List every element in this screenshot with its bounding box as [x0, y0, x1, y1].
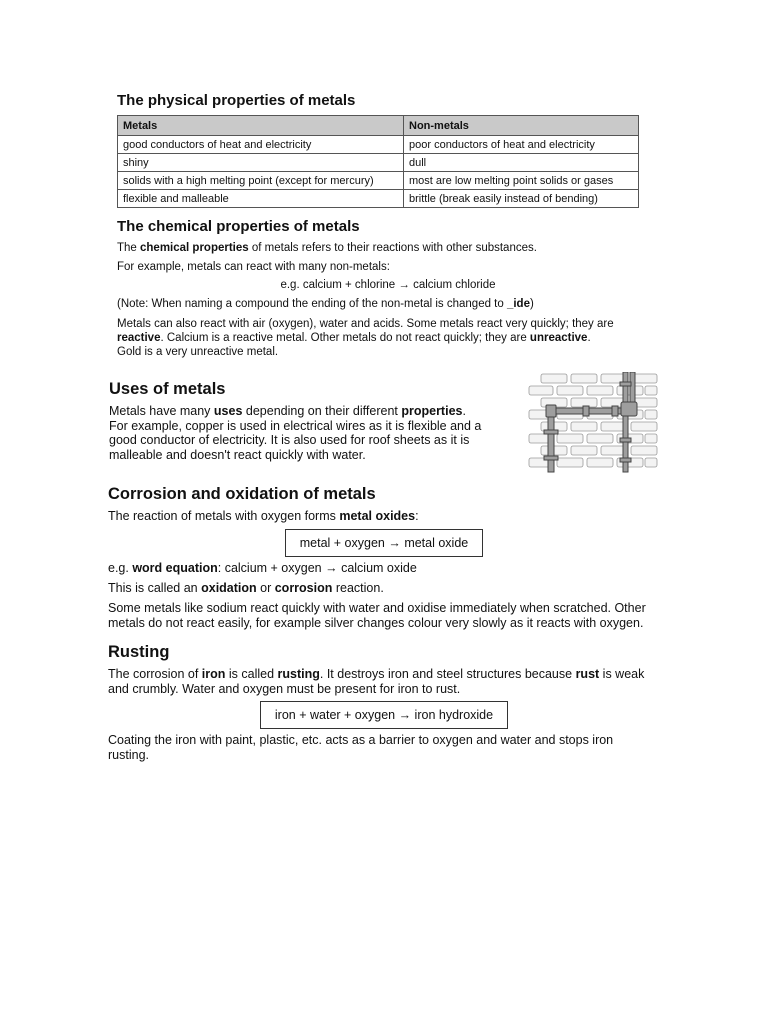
bold-term: properties: [401, 404, 463, 418]
text: or: [256, 581, 275, 595]
text: reaction.: [332, 581, 384, 595]
bold-term: chemical properties: [140, 242, 249, 254]
table-row: [118, 190, 639, 208]
text-line: For example, copper is used in electrical wires as it is flexible and a: [109, 418, 482, 433]
table-row: [118, 154, 639, 172]
chemical-note: [117, 297, 534, 311]
table-header-row: [118, 116, 639, 136]
text: The corrosion of: [108, 667, 202, 681]
physical-heading: The physical properties of metals: [117, 92, 356, 109]
text: of metals refers to their reactions with other substances.: [248, 242, 537, 254]
chemical-heading: The chemical properties of metals: [117, 218, 360, 235]
text: Metals have many: [109, 404, 214, 418]
chemical-example: e.g. calcium + chlorine → calcium chloride: [280, 279, 496, 291]
text: ): [529, 298, 534, 310]
text-line: Some metals like sodium react quickly with water and oxidise immediately when scratched. Other: [108, 601, 646, 615]
table-cell: dull: [404, 154, 639, 172]
bold-term: rusting: [277, 667, 320, 681]
text-line: and crumbly. Water and oxygen must be present for iron to rust.: [108, 681, 461, 696]
oxidation-equation-box: metal + oxygen → metal oxide: [285, 529, 483, 557]
text: . It destroys iron and steel structures because: [319, 667, 576, 681]
corrosion-heading: Corrosion and oxidation of metals: [108, 485, 376, 503]
text: :: [415, 509, 419, 523]
bold-term: _ide: [506, 298, 530, 310]
text-line: malleable and doesn't react quickly with water.: [109, 447, 366, 462]
table-cell: flexible and malleable: [118, 190, 404, 208]
table-cell: poor conductors of heat and electricity: [404, 136, 639, 154]
bold-term: iron: [201, 667, 226, 681]
corrosion-word-equation: [108, 561, 417, 576]
text: This is called an: [108, 581, 202, 595]
table-cell: most are low melting point solids or gases: [404, 172, 639, 190]
bold-term: rust: [575, 667, 600, 681]
text-line: Gold is a very unreactive metal.: [117, 346, 279, 358]
text-line: good conductor of electricity. It is also used for roof sheets as it is: [109, 433, 470, 447]
rusting-intro: [108, 667, 668, 696]
table-cell: shiny: [118, 154, 404, 172]
table-header-metals: Metals: [118, 116, 404, 136]
bold-term: uses: [213, 404, 243, 418]
uses-paragraph: [109, 404, 519, 462]
bold-term: word equation: [132, 561, 218, 575]
rusting-paragraph: [108, 733, 668, 762]
table-header-non-metals: Non-metals: [404, 116, 639, 136]
properties-table: [117, 115, 639, 208]
text: .: [587, 332, 591, 344]
bold-term: corrosion: [274, 581, 333, 595]
text: depending on their different: [242, 404, 402, 418]
bold-term: metal oxides: [339, 509, 416, 523]
table-cell: solids with a high melting point (except for mercury): [118, 172, 404, 190]
bold-term: reactive: [117, 332, 161, 344]
text-line: [109, 404, 519, 419]
corrosion-paragraph: [108, 601, 668, 630]
bold-term: oxidation: [201, 581, 257, 595]
pipe-wall-illustration: [527, 372, 659, 474]
chemical-example-intro: For example, metals can react with many non-metals:: [117, 261, 390, 273]
text-line: Metals can also react with air (oxygen), water and acids. Some metals react very quickly; they are: [117, 318, 614, 330]
chemical-intro: [117, 241, 537, 255]
text-line: metals do not react easily, for example silver changes colour very slowly as it reacts with oxygen.: [108, 615, 644, 630]
table-row: [118, 172, 639, 190]
uses-heading: Uses of metals: [109, 380, 226, 398]
text: . Calcium is a reactive metal. Other metals do not react quickly; they are: [160, 332, 530, 344]
corrosion-called: [108, 581, 384, 596]
text: (Note: When naming a compound the ending of the non-metal is changed to: [117, 298, 507, 310]
bold-term: unreactive: [529, 332, 588, 344]
text: The: [117, 242, 141, 254]
rusting-equation-box: iron + water + oxygen → iron hydroxide: [260, 701, 508, 729]
table-cell: good conductors of heat and electricity: [118, 136, 404, 154]
text-line: [108, 667, 668, 682]
text: The reaction of metals with oxygen forms: [108, 509, 340, 523]
text: e.g.: [108, 561, 133, 575]
table-row: [118, 136, 639, 154]
corrosion-intro: [108, 509, 419, 524]
table-cell: brittle (break easily instead of bending): [404, 190, 639, 208]
text-line: Coating the iron with paint, plastic, etc. acts as a barrier to oxygen and water and stops iron: [108, 733, 614, 747]
text: is called: [225, 667, 278, 681]
rusting-heading: Rusting: [108, 643, 170, 661]
text: .: [462, 404, 466, 418]
text-line: [117, 331, 637, 345]
text-line: rusting.: [108, 747, 149, 762]
text: : calcium + oxygen → calcium oxide: [217, 561, 417, 575]
chemical-reactivity: [117, 317, 637, 359]
text: is weak: [599, 667, 645, 681]
